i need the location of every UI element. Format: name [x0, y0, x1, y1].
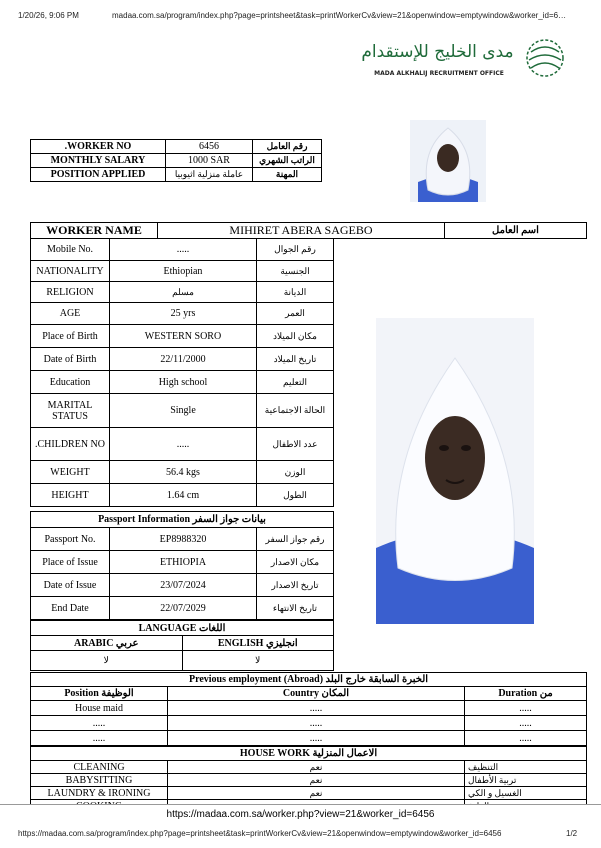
passport-label: Passport No. — [31, 528, 110, 551]
logo-arabic-text: مدى الخليج للإستقدام — [361, 42, 514, 62]
worker-name-table — [30, 222, 587, 239]
detail-label: Mobile No. — [31, 239, 110, 261]
detail-label-ar: الجنسية — [257, 261, 334, 282]
housework-table — [30, 746, 587, 813]
detail-label-ar: تاريخ الميلاد — [257, 348, 334, 371]
summary-value: 6456 — [166, 140, 253, 154]
housework-label-ar: تربية الأطفال — [465, 774, 587, 787]
housework-label-ar: التنظيف — [465, 761, 587, 774]
summary-table — [30, 139, 322, 182]
passport-label: Place of Issue — [31, 551, 110, 574]
detail-label: .CHILDREN NO — [31, 428, 110, 461]
employment-col-duration: Duration من — [465, 687, 587, 701]
detail-label-ar: العمر — [257, 303, 334, 325]
housework-label-ar: الغسيل و الكي — [465, 787, 587, 800]
summary-value: عاملة منزلية اثيوبيا — [166, 168, 253, 182]
language-arabic-value: لا — [31, 651, 183, 671]
passport-value: ETHIOPIA — [110, 551, 257, 574]
employment-position: ..... — [31, 731, 168, 746]
logo-english-text: MADA ALKHALIJ RECRUITMENT OFFICE — [374, 70, 504, 77]
summary-row — [31, 154, 322, 168]
print-url-bottom: https://madaa.com.sa/program/index.php?page=printsheet&task=printWorkerCv&view=21&openwindow=emptywindow&worker_id=6456 — [18, 829, 502, 838]
globe-logo-icon — [525, 38, 565, 78]
summary-row — [31, 140, 322, 154]
detail-value: 22/11/2000 — [110, 348, 257, 371]
print-url-top: madaa.com.sa/program/index.php?page=printsheet&task=printWorkerCv&view=21&openwindow=emptywindow&worker_id=6… — [112, 11, 567, 20]
print-page-number: 1/2 — [566, 829, 578, 838]
worker-photo-large — [376, 318, 534, 624]
language-table — [30, 620, 334, 671]
employment-duration: ..... — [465, 716, 587, 731]
employment-col-country: Country المكان — [168, 687, 465, 701]
print-timestamp: 1/20/26, 9:06 PM — [18, 11, 79, 20]
housework-label: CLEANING — [31, 761, 168, 774]
detail-value: High school — [110, 371, 257, 394]
employment-country: ..... — [168, 716, 465, 731]
language-title: LANGUAGE اللغات — [31, 621, 334, 636]
detail-value: مسلم — [110, 282, 257, 303]
detail-label: Education — [31, 371, 110, 394]
worker-name-label: WORKER NAME — [31, 223, 158, 239]
employment-country: ..... — [168, 731, 465, 746]
detail-value: 25 yrs — [110, 303, 257, 325]
housework-value: نعم — [168, 787, 465, 800]
housework-value: نعم — [168, 774, 465, 787]
detail-label: RELIGION — [31, 282, 110, 303]
worker-name-label-ar: اسم العامل — [445, 223, 587, 239]
employment-title: Previous employment (Abroad) الخبرة السابقة خارج البلد — [31, 673, 587, 687]
detail-label-ar: الحالة الاجتماعية — [257, 394, 334, 428]
detail-label: NATIONALITY — [31, 261, 110, 282]
summary-label-ar: المهنة — [253, 168, 322, 182]
detail-label: WEIGHT — [31, 461, 110, 484]
table-row — [31, 701, 587, 716]
passport-value: 22/07/2029 — [110, 597, 257, 620]
passport-table — [30, 511, 334, 620]
detail-label-ar: مكان الميلاد — [257, 325, 334, 348]
summary-value: 1000 SAR — [166, 154, 253, 168]
company-logo — [360, 36, 565, 86]
detail-label-ar: التعليم — [257, 371, 334, 394]
employment-duration: ..... — [465, 731, 587, 746]
passport-label: End Date — [31, 597, 110, 620]
worker-name-value: MIHIRET ABERA SAGEBO — [158, 223, 445, 239]
housework-clip — [30, 746, 587, 805]
passport-label-ar: رقم جواز السفر — [257, 528, 334, 551]
employment-position: ..... — [31, 716, 168, 731]
detail-value: 1.64 cm — [110, 484, 257, 507]
detail-value: 56.4 kgs — [110, 461, 257, 484]
employment-duration: ..... — [465, 701, 587, 716]
passport-value: 23/07/2024 — [110, 574, 257, 597]
passport-label-ar: مكان الاصدار — [257, 551, 334, 574]
detail-label-ar: الطول — [257, 484, 334, 507]
detail-label: Date of Birth — [31, 348, 110, 371]
passport-title: Passport Information بيانات جواز السفر — [31, 512, 334, 528]
detail-value: Single — [110, 394, 257, 428]
detail-value: ..... — [110, 428, 257, 461]
detail-label: HEIGHT — [31, 484, 110, 507]
worker-photo-small — [410, 120, 486, 202]
detail-label-ar: رقم الجوال — [257, 239, 334, 261]
summary-label: POSITION APPLIED — [31, 168, 166, 182]
detail-label: AGE — [31, 303, 110, 325]
detail-value: ..... — [110, 239, 257, 261]
worker-profile-link[interactable]: https://madaa.com.sa/worker.php?view=21&worker_id=6456 — [166, 809, 435, 820]
summary-label: .WORKER NO — [31, 140, 166, 154]
summary-label: MONTHLY SALARY — [31, 154, 166, 168]
housework-value: نعم — [168, 761, 465, 774]
passport-label-ar: تاريخ الانتهاء — [257, 597, 334, 620]
language-english-value: لا — [182, 651, 334, 671]
detail-value: Ethiopian — [110, 261, 257, 282]
summary-row — [31, 168, 322, 182]
detail-label-ar: عدد الاطفال — [257, 428, 334, 461]
employment-position: House maid — [31, 701, 168, 716]
passport-label: Date of Issue — [31, 574, 110, 597]
summary-label-ar: الراتب الشهري — [253, 154, 322, 168]
footer-link-band — [0, 804, 601, 825]
table-row — [31, 716, 587, 731]
employment-col-position: Position الوظيفة — [31, 687, 168, 701]
employment-country: ..... — [168, 701, 465, 716]
housework-title: HOUSE WORK الاعمال المنزلية — [31, 747, 587, 761]
detail-value: WESTERN SORO — [110, 325, 257, 348]
summary-label-ar: رقم العامل — [253, 140, 322, 154]
housework-label: LAUNDRY & IRONING — [31, 787, 168, 800]
employment-table — [30, 672, 587, 746]
detail-label: MARITAL STATUS — [31, 394, 110, 428]
table-row — [31, 731, 587, 746]
detail-label-ar: الوزن — [257, 461, 334, 484]
passport-label-ar: تاريخ الاصدار — [257, 574, 334, 597]
detail-label: Place of Birth — [31, 325, 110, 348]
detail-label-ar: الديانة — [257, 282, 334, 303]
passport-value: EP8988320 — [110, 528, 257, 551]
language-arabic-label: ARABIC عربي — [31, 636, 183, 651]
language-english-label: ENGLISH انجليزي — [182, 636, 334, 651]
details-table — [30, 238, 334, 507]
housework-label: BABYSITTING — [31, 774, 168, 787]
